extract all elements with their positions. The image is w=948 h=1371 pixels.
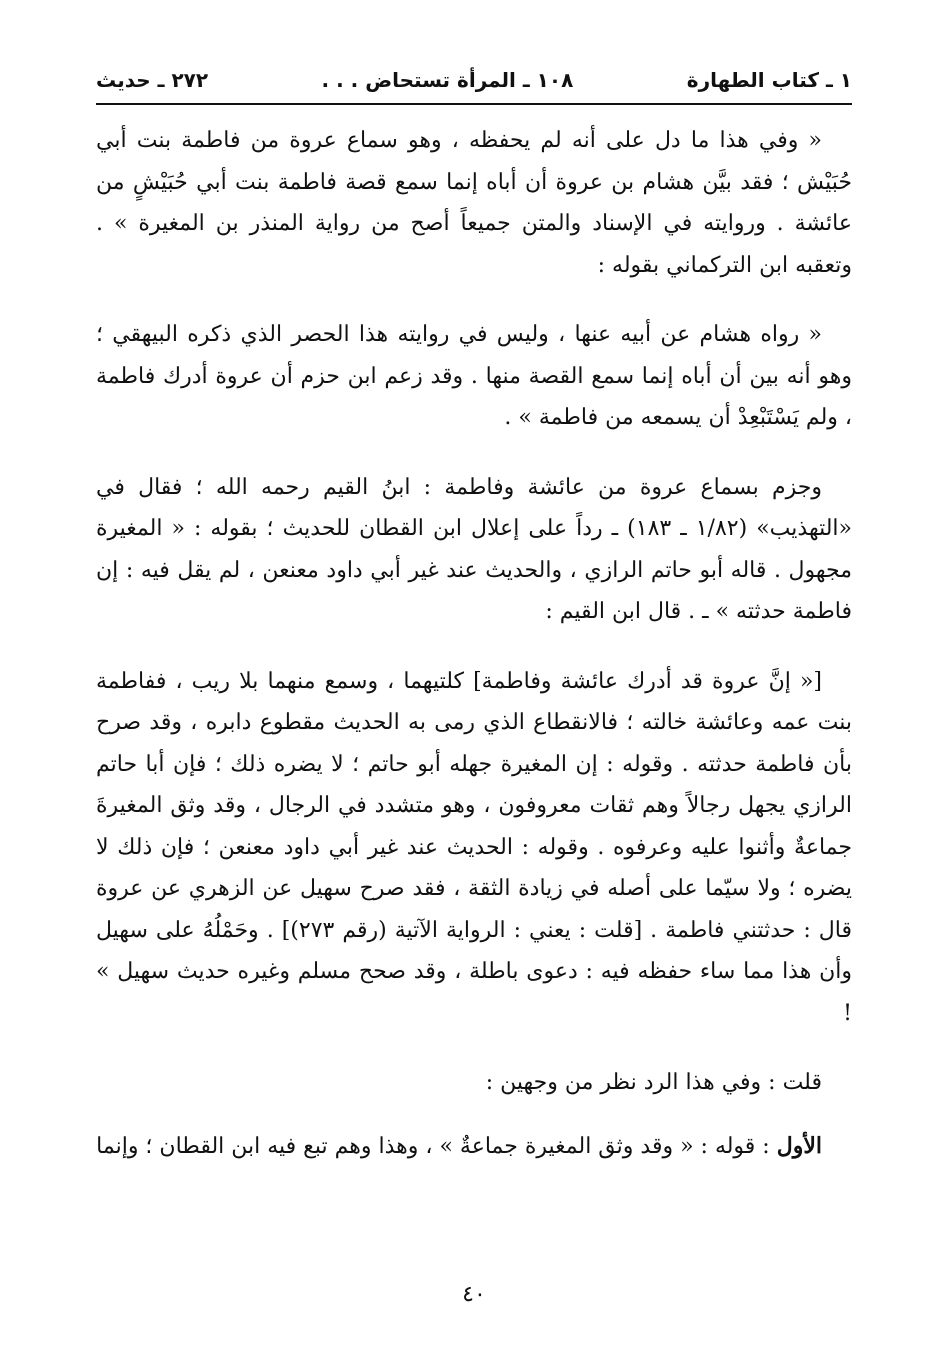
paragraph-5: قلت : وفي هذا الرد نظر من وجهين : xyxy=(485,1070,822,1095)
header-chapter-title: ١٠٨ ـ المرأة تستحاض . . . xyxy=(321,68,574,92)
paragraph-2: « رواه هشام عن أبيه عنها ، وليس في روايته هذا الحصر الذي ذكره البيهقي ؛ وهو أنه بين أن أباه إنما سمع القصة منها . وقد زعم ابن حزم أن عروة أدرك فاطمة ، ولم يَسْتَبْعِدْ أن يسمعه من فاطمة » . xyxy=(96,322,852,430)
paragraph-3: وجزم بسماع عروة من عائشة وفاطمة : ابنُ القيم رحمه الله ؛ فقال في «التهذيب» (١/٨٢ ـ ١٨٣) ـ رداً على إعلال ابن القطان للحديث ؛ بقوله : « المغيرة مجهول . قاله أبو حاتم الرازي ، والحديث عند غير أبي داود معنعن ، لم يقل فيه : إن فاطمة حدثته » ـ . قال ابن القيم : xyxy=(96,474,852,624)
paragraph-6 xyxy=(96,1126,852,1168)
header-book-title: ١ ـ كتاب الطهارة xyxy=(686,68,852,92)
paragraph-4: [« إنَّ عروة قد أدرك عائشة وفاطمة] كلتيهما ، وسمع منهما بلا ريب ، ففاطمة بنت عمه وعائشة خالته ؛ فالانقطاع الذي رمى به الحديث مقطوع دابره ، وقد صرح بأن فاطمة حدثته . وقوله : إن المغيرة جهله أبو حاتم ؛ لا يضره ذلك ؛ فإن أبا حاتم الرازي يجهل رجالاً وهم ثقات معروفون ، وهو متشدد في الرجال ، وقد وثق المغيرةَ جماعةٌ وأثنوا عليه وعرفوه . وقوله : الحديث عند غير أبي داود معنعن ؛ فإن ذلك لا يضره ؛ ولا سيّما على أصله في زيادة الثقة ، فقد صرح سهيل عن الزهري عن عروة قال : حدثتني فاطمة . [قلت : يعني : الرواية الآتية (رقم ٢٧٣)] . وحَمْلُهُ على سهيل وأن هذا مما ساء حفظه فيه : دعوى باطلة ، وقد صحح مسلم وغيره حديث سهيل » ! xyxy=(96,668,852,1026)
running-header xyxy=(96,62,852,98)
header-divider xyxy=(96,103,852,105)
paragraph-6-text: : قوله : « وقد وثق المغيرة جماعةٌ » ، وهذا وهم تبع فيه ابن القطان ؛ وإنما xyxy=(96,1133,777,1159)
header-hadith-number: ٢٧٢ ـ حديث xyxy=(96,68,209,92)
paragraph-6-lead: الأول xyxy=(776,1132,822,1159)
page-body xyxy=(96,120,852,1167)
page-number: ٤٠ xyxy=(462,1282,486,1307)
paragraph-1: « وفي هذا ما دل على أنه لم يحفظه ، وهو سماع عروة من فاطمة بنت أبي حُبَيْش ؛ فقد بيَّن هشام بن عروة أن أباه إنما سمع قصة فاطمة بنت أبي حُبَيْشٍ من عائشة . وروايته في الإسناد والمتن جميعاً أصح من رواية المنذر بن المغيرة » . وتعقبه ابن التركماني بقوله : xyxy=(96,128,852,278)
